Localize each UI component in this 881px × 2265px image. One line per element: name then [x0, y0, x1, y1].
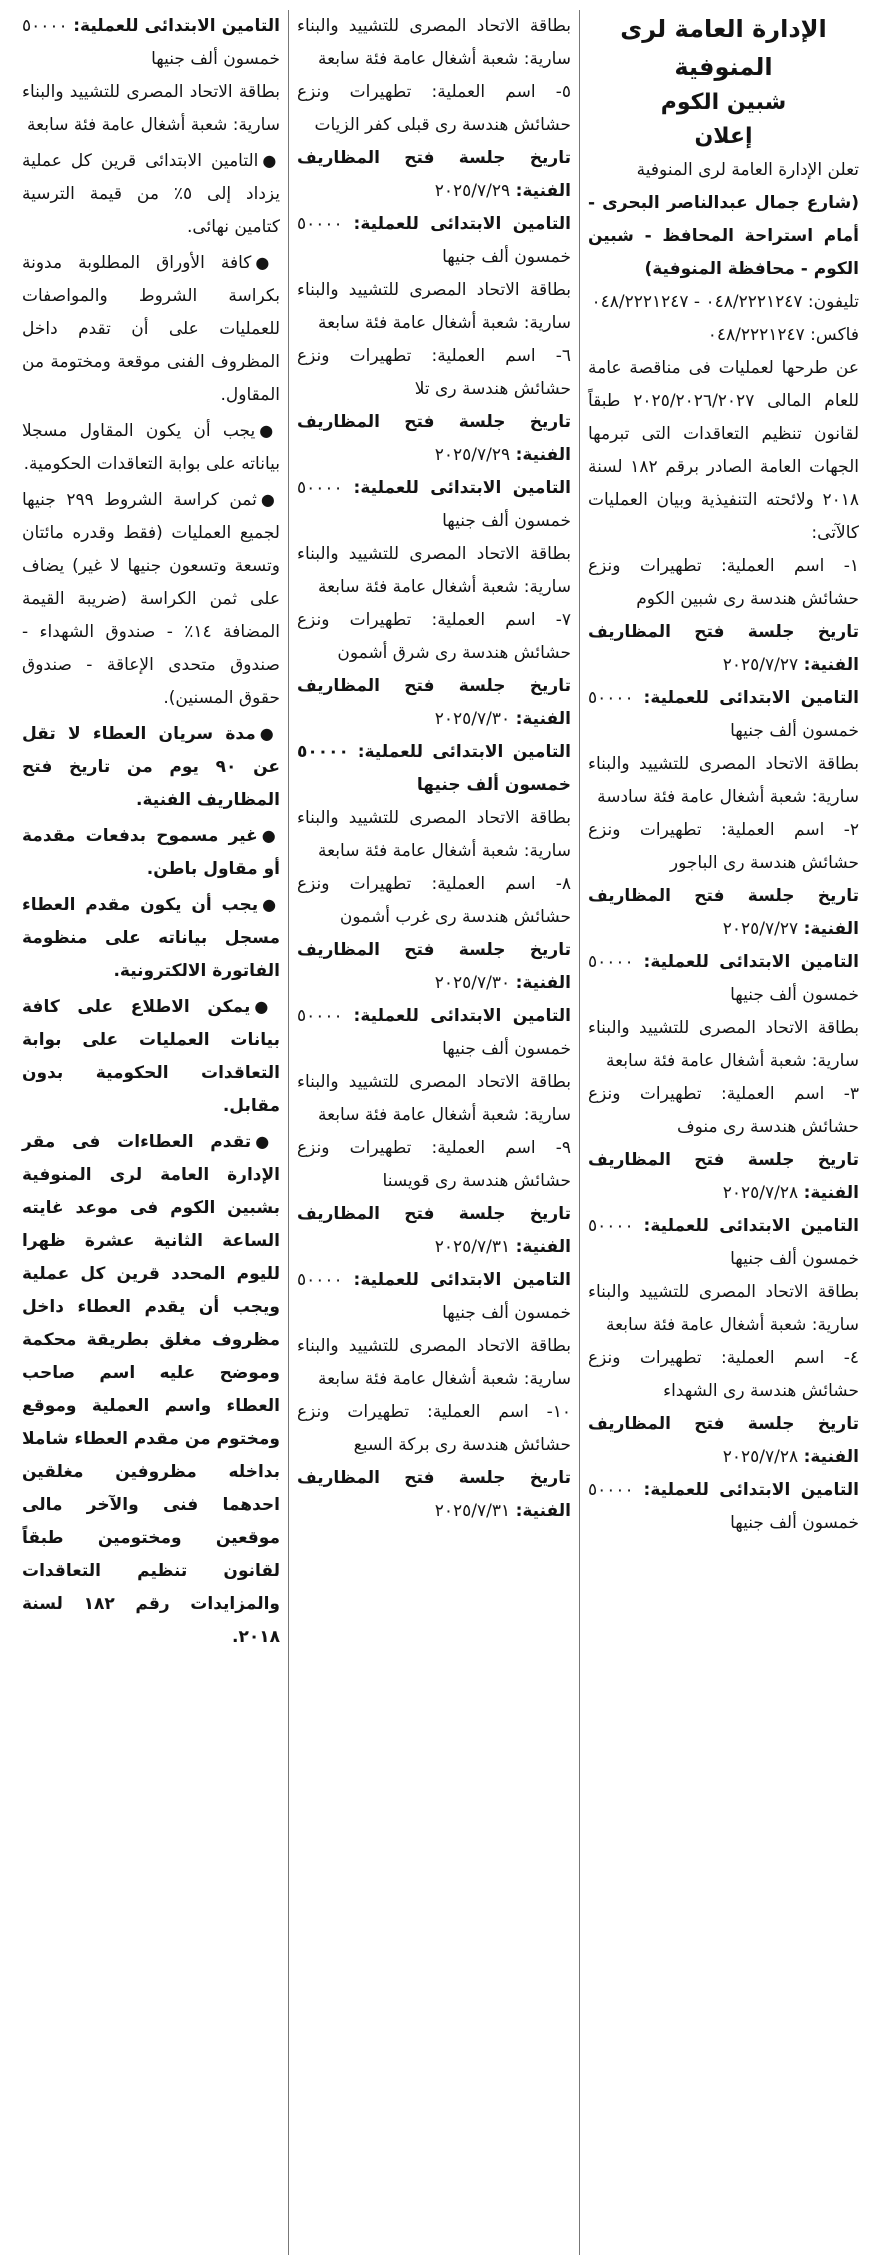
op-card: بطاقة الاتحاد المصرى للتشييد والبناء سارية: شعبة أشغال عامة فئة — [588, 1018, 859, 1071]
op-date-label: تاريخ جلسة فتح المظاريف الفنية: — [588, 622, 859, 675]
operation-10-cont — [22, 10, 280, 142]
term-text: التامين الابتدائى قرين كل عملية يزداد إلى ٥٪ من قيمة الترسية كتامين نهائى. — [22, 151, 280, 237]
op-insurance: ٥٠٠٠٠ خمسون ألف جنيها — [297, 1270, 571, 1323]
op-insurance-label: التامين الابتدائى للعملية: — [643, 1480, 859, 1500]
op-date: ٢٠٢٥/٧/٣١ — [434, 1237, 511, 1257]
operation-4 — [588, 1342, 859, 1540]
op-insurance: ٥٠٠٠٠ خمسون ألف جنيها — [588, 1216, 859, 1269]
intro-address: (شارع جمال عبدالناصر البحرى - أمام استراحة المحافظ - شبين الكوم - محافظة المنوفية) — [588, 193, 859, 279]
op-class: سابعة — [605, 1051, 648, 1071]
op-card: بطاقة الاتحاد المصرى للتشييد والبناء سارية: شعبة أشغال عامة فئة — [297, 808, 571, 861]
op-title: ٤- اسم العملية: تطهيرات ونزع حشائش هندسة رى الشهداء — [588, 1348, 859, 1401]
term-text: يجب أن يكون المقاول مسجلا بياناته على بوابة التعاقدات الحكومية. — [22, 421, 280, 474]
op-class: سابعة — [317, 49, 360, 69]
op-title: ٧- اسم العملية: تطهيرات ونزع حشائش هندسة رى شرق أشمون — [297, 610, 571, 663]
term-text: غير مسموح بدفعات مقدمة أو مقاول باطن. — [22, 826, 280, 879]
term-text: يجب أن يكون مقدم العطاء مسجل بياناته على منظومة الفاتورة الالكترونية. — [22, 895, 280, 981]
op-class: سابعة — [26, 115, 69, 135]
op-class: سادسة — [597, 787, 648, 807]
term-item — [22, 414, 280, 481]
announcement-title: إعلان — [694, 124, 753, 149]
op-insurance-label: التامين الابتدائى للعملية: — [353, 1270, 571, 1290]
op-insurance-label: التامين الابتدائى للعملية: — [357, 742, 571, 762]
intro-body: عن طرحها لعمليات فى مناقصة عامة للعام المالى ٢٠٢٥/٢٠٢٦/٢٠٢٧ طبقاً لقانون تنظيم التعاقدات التى تبرمها الجهات العامة الصادر برقم ١٨٢ لسنة ٢٠١٨ ولائحته التنفيذية وبيان العمليات كالآتى: — [588, 358, 860, 543]
intro-announce: تعلن الإدارة العامة لرى المنوفية — [636, 160, 859, 180]
term-text: ثمن كراسة الشروط ٢٩٩ جنيها لجميع العمليات (فقط وقدره مائتان وتسعة وتسعون جنيها لا غير) يضاف على ثمن الكراسة (ضريبة القيمة المضافة ١٤٪ - صندوق الشهداء - صندوق متحدى الإعاقة - صندوق حقوق المسنين). — [22, 490, 280, 708]
op-date: ٢٠٢٥/٧/٢٧ — [722, 655, 799, 675]
op-date: ٢٠٢٥/٧/٢٧ — [722, 919, 799, 939]
op-class: سابعة — [317, 313, 360, 333]
op-class: سابعة — [317, 1105, 360, 1125]
op-date-label: تاريخ جلسة فتح المظاريف الفنية: — [297, 940, 571, 993]
op-insurance-label: التامين الابتدائى للعملية: — [643, 1216, 859, 1236]
op-insurance: ٥٠٠٠٠ خمسون ألف جنيها — [588, 1480, 859, 1533]
city-title: شبين الكوم — [660, 90, 787, 115]
op-date-label: تاريخ جلسة فتح المظاريف الفنية: — [297, 412, 571, 465]
op-title: ٦- اسم العملية: تطهيرات ونزع حشائش هندسة رى تلا — [297, 346, 571, 399]
op-title: ٢- اسم العملية: تطهيرات ونزع حشائش هندسة رى الباجور — [588, 820, 859, 873]
term-item — [22, 717, 280, 817]
column-middle — [288, 10, 580, 2255]
op-insurance-label: التامين الابتدائى للعملية: — [643, 688, 859, 708]
op-card: بطاقة الاتحاد المصرى للتشييد والبناء سارية: شعبة أشغال عامة فئة — [588, 754, 859, 807]
term-item — [22, 990, 280, 1123]
op-date-label: تاريخ جلسة فتح المظاريف الفنية: — [588, 1414, 859, 1467]
operation-7 — [297, 604, 571, 868]
operation-2 — [588, 814, 859, 1078]
bullet-icon: ● — [255, 253, 280, 272]
bullet-icon: ● — [262, 895, 280, 914]
op-date-label: تاريخ جلسة فتح المظاريف الفنية: — [297, 1468, 571, 1521]
op-title: ١٠- اسم العملية: تطهيرات ونزع حشائش هندسة رى بركة السبع — [297, 1402, 571, 1455]
op-card: بطاقة الاتحاد المصرى للتشييد والبناء سارية: شعبة أشغال عامة فئة — [588, 1282, 859, 1335]
op-insurance: ٥٠٠٠٠ خمسون ألف جنيها — [297, 478, 571, 531]
op-insurance: ٥٠٠٠٠ خمسون ألف جنيها — [297, 742, 571, 795]
op-card: بطاقة الاتحاد المصرى للتشييد والبناء سارية: شعبة أشغال عامة فئة — [22, 82, 280, 135]
op-date: ٢٠٢٥/٧/٢٩ — [434, 181, 511, 201]
operation-8 — [297, 868, 571, 1132]
op-title: ٣- اسم العملية: تطهيرات ونزع حشائش هندسة رى منوف — [588, 1084, 859, 1137]
bullet-icon: ● — [259, 724, 280, 743]
column-right — [580, 10, 867, 2255]
op-date: ٢٠٢٥/٧/٢٨ — [722, 1447, 799, 1467]
op-insurance-label: التامين الابتدائى للعملية: — [353, 478, 571, 498]
term-item — [22, 819, 280, 886]
op-insurance: ٥٠٠٠٠ خمسون ألف جنيها — [588, 952, 859, 1005]
op-date: ٢٠٢٥/٧/٣١ — [434, 1501, 511, 1521]
op-title: ١- اسم العملية: تطهيرات ونزع حشائش هندسة رى شبين الكوم — [588, 556, 859, 609]
op-date: ٢٠٢٥/٧/٣٠ — [434, 973, 511, 993]
op-date-label: تاريخ جلسة فتح المظاريف الفنية: — [588, 886, 859, 939]
operation-6 — [297, 340, 571, 604]
op-date-label: تاريخ جلسة فتح المظاريف الفنية: — [588, 1150, 859, 1203]
op-card: بطاقة الاتحاد المصرى للتشييد والبناء سارية: شعبة أشغال عامة فئة — [297, 544, 571, 597]
op-date-label: تاريخ جلسة فتح المظاريف الفنية: — [297, 148, 571, 201]
op-date-label: تاريخ جلسة فتح المظاريف الفنية: — [297, 1204, 571, 1257]
operation-1 — [588, 550, 859, 814]
bullet-icon: ● — [260, 490, 280, 509]
op-card: بطاقة الاتحاد المصرى للتشييد والبناء سارية: شعبة أشغال عامة فئة — [297, 1072, 571, 1125]
op-insurance-label: التامين الابتدائى للعملية: — [73, 16, 280, 36]
term-item — [22, 246, 280, 412]
term-item — [22, 483, 280, 715]
op-class: سابعة — [317, 1369, 360, 1389]
term-text: تقدم العطاءات فى مقر الإدارة العامة لرى المنوفية بشبين الكوم فى موعد غايته الساعة الثانية عشرة ظهرا لليوم المحدد قرين كل عملية ويجب أن يقدم العطاء داخل مظروف مغلق بطريقة محكمة وموضح عليه اسم صاحب العطاء واسم العملية وموقع ومختوم من مقدم العطاء شاملا بداخله مظروفين مغلقين احدهما فنى والآخر مالى موقعين ومختومين طبقاً لقانون تنظيم التعاقدات والمزايدات رقم ١٨٢ لسنة ٢٠١٨. — [22, 1132, 280, 1647]
term-item — [22, 888, 280, 988]
op-insurance: ٥٠٠٠٠ خمسون ألف جنيها — [22, 16, 280, 69]
op-insurance: ٥٠٠٠٠ خمسون ألف جنيها — [297, 214, 571, 267]
op-card: بطاقة الاتحاد المصرى للتشييد والبناء سارية: شعبة أشغال عامة فئة — [297, 16, 571, 69]
bullet-icon: ● — [262, 151, 280, 170]
operation-3 — [588, 1078, 859, 1342]
op-date: ٢٠٢٥/٧/٢٩ — [434, 445, 511, 465]
bullet-icon: ● — [255, 1132, 281, 1151]
op-insurance: ٥٠٠٠٠ خمسون ألف جنيها — [588, 688, 859, 741]
op-insurance: ٥٠٠٠٠ خمسون ألف جنيها — [297, 1006, 571, 1059]
intro-phone: تليفون: ٠٤٨/٢٢٢١٢٤٧ - ٠٤٨/٢٢٢١٢٤٧ — [591, 292, 859, 312]
op-card: بطاقة الاتحاد المصرى للتشييد والبناء سارية: شعبة أشغال عامة فئة — [297, 1336, 571, 1389]
operation-9 — [297, 1132, 571, 1396]
operation-4-cont — [297, 10, 571, 76]
op-insurance-label: التامين الابتدائى للعملية: — [353, 1006, 571, 1026]
intro-fax: فاكس: ٠٤٨/٢٢٢١٢٤٧ — [707, 325, 859, 345]
op-date: ٢٠٢٥/٧/٣٠ — [434, 709, 511, 729]
op-title: ٥- اسم العملية: تطهيرات ونزع حشائش هندسة رى قبلى كفر الزيات — [297, 82, 571, 135]
column-left — [14, 10, 288, 2255]
bullet-icon: ● — [254, 997, 280, 1016]
operation-5 — [297, 76, 571, 340]
op-class: سابعة — [317, 841, 360, 861]
op-date: ٢٠٢٥/٧/٢٨ — [722, 1183, 799, 1203]
term-item — [22, 144, 280, 244]
term-item — [22, 1125, 280, 1654]
bullet-icon: ● — [259, 421, 280, 440]
term-text: كافة الأوراق المطلوبة مدونة بكراسة الشروط والمواصفات للعمليات على أن تقدم داخل المظروف الفنى موقعة ومختومة من المقاول. — [22, 253, 280, 405]
term-text: يمكن الاطلاع على كافة بيانات العمليات على بوابة التعاقدات الحكومية بدون مقابل. — [22, 997, 280, 1116]
op-title: ٨- اسم العملية: تطهيرات ونزع حشائش هندسة رى غرب أشمون — [297, 874, 571, 927]
op-title: ٩- اسم العملية: تطهيرات ونزع حشائش هندسة رى قويسنا — [297, 1138, 571, 1191]
term-text: مدة سريان العطاء لا تقل عن ٩٠ يوم من تاريخ فتح المظاريف الفنية. — [22, 724, 280, 810]
op-insurance-label: التامين الابتدائى للعملية: — [353, 214, 571, 234]
op-class: سابعة — [605, 1315, 648, 1335]
op-class: سابعة — [317, 577, 360, 597]
op-insurance-label: التامين الابتدائى للعملية: — [643, 952, 859, 972]
operation-10 — [297, 1396, 571, 1528]
authority-title: الإدارة العامة لرى المنوفية — [620, 15, 827, 81]
bullet-icon: ● — [261, 826, 280, 845]
op-card: بطاقة الاتحاد المصرى للتشييد والبناء سارية: شعبة أشغال عامة فئة — [297, 280, 571, 333]
op-date-label: تاريخ جلسة فتح المظاريف الفنية: — [297, 676, 571, 729]
